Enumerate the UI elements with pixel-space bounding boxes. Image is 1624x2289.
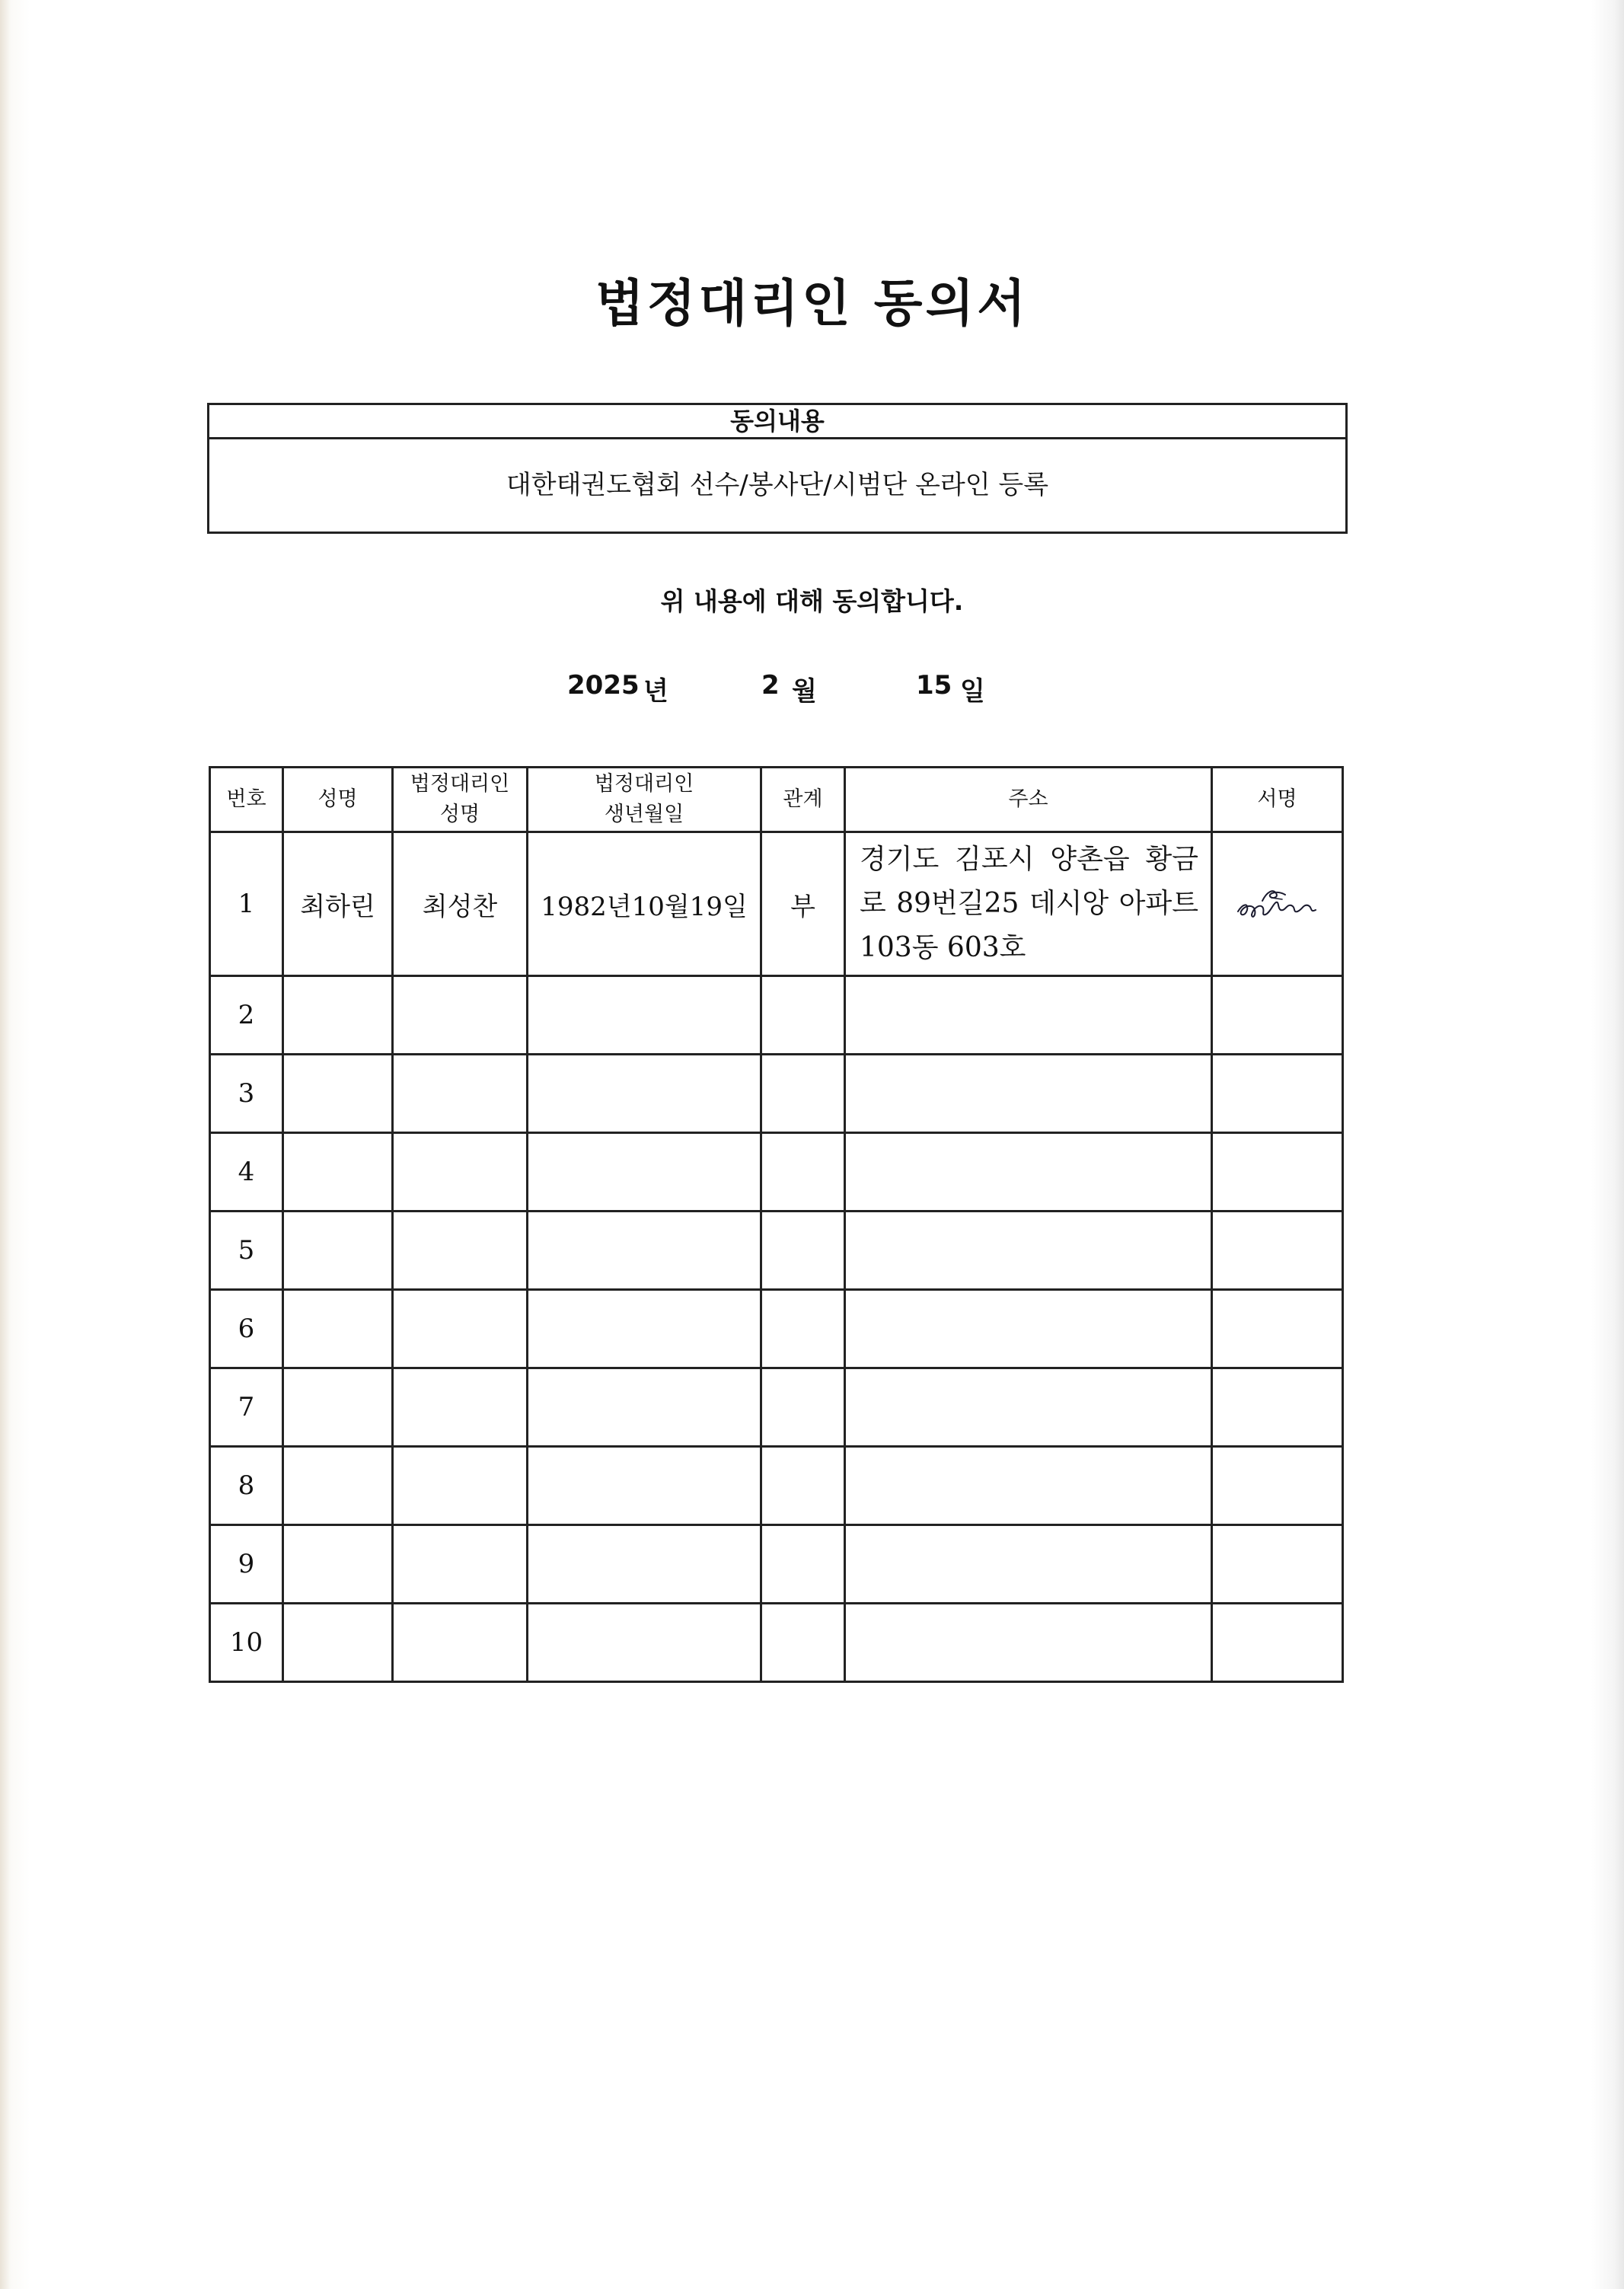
cell-guardian-birth — [528, 1055, 761, 1133]
header-guardian-name-line1: 법정대리인 — [410, 772, 510, 796]
table-row — [210, 1604, 1343, 1682]
cell-signature — [1212, 1525, 1343, 1604]
cell-guardian-name — [393, 1604, 528, 1682]
cell-no: 7 — [210, 1368, 283, 1447]
cell-address — [845, 1525, 1212, 1604]
header-guardian-name-line2: 성명 — [439, 803, 480, 826]
cell-address — [845, 1604, 1212, 1682]
date-month: 2 — [761, 670, 780, 701]
table-row — [210, 1368, 1343, 1447]
registration-table — [209, 766, 1344, 1683]
header-no: 번호 — [210, 768, 283, 832]
cell-guardian-name — [393, 1290, 528, 1368]
cell-relation — [761, 1133, 845, 1212]
cell-name — [283, 1055, 393, 1133]
cell-guardian-name — [393, 1368, 528, 1447]
consent-body: 대한태권도협회 선수/봉사단/시범단 온라인 등록 — [506, 470, 1049, 500]
cell-name — [283, 1368, 393, 1447]
handwritten-signature — [1232, 881, 1323, 927]
cell-guardian-birth — [528, 1290, 761, 1368]
table-row — [210, 1212, 1343, 1290]
cell-name: 최하린 — [283, 832, 393, 976]
cell-name — [283, 1525, 393, 1604]
cell-no: 5 — [210, 1212, 283, 1290]
cell-guardian-name: 최성찬 — [393, 832, 528, 976]
cell-relation — [761, 1290, 845, 1368]
cell-relation — [761, 976, 845, 1055]
cell-address — [845, 976, 1212, 1055]
header-relation: 관계 — [761, 768, 845, 832]
table-row — [210, 832, 1343, 976]
cell-address — [845, 1212, 1212, 1290]
table-row — [210, 1055, 1343, 1133]
cell-relation — [761, 1368, 845, 1447]
table-header-row — [210, 768, 1343, 832]
cell-address — [845, 1447, 1212, 1525]
cell-signature — [1212, 832, 1343, 976]
table-row — [210, 1290, 1343, 1368]
cell-no: 2 — [210, 976, 283, 1055]
cell-relation: 부 — [761, 832, 845, 976]
cell-relation — [761, 1055, 845, 1133]
cell-no: 3 — [210, 1055, 283, 1133]
cell-name — [283, 1133, 393, 1212]
cell-address — [845, 1368, 1212, 1447]
table-row — [210, 976, 1343, 1055]
cell-guardian-birth — [528, 1447, 761, 1525]
cell-relation — [761, 1447, 845, 1525]
header-signature: 서명 — [1212, 768, 1343, 832]
cell-no: 9 — [210, 1525, 283, 1604]
header-guardian-birth-line2: 생년월일 — [604, 803, 684, 826]
cell-guardian-name — [393, 1133, 528, 1212]
cell-name — [283, 976, 393, 1055]
cell-guardian-birth — [528, 976, 761, 1055]
cell-no: 6 — [210, 1290, 283, 1368]
cell-signature — [1212, 976, 1343, 1055]
cell-signature — [1212, 1604, 1343, 1682]
cell-signature — [1212, 1368, 1343, 1447]
cell-signature — [1212, 1290, 1343, 1368]
cell-guardian-name — [393, 1212, 528, 1290]
date-month-unit: 월 — [792, 676, 817, 707]
document-title: 법정대리인 동의서 — [595, 274, 1029, 333]
cell-address — [845, 1055, 1212, 1133]
cell-no: 8 — [210, 1447, 283, 1525]
header-guardian-name — [393, 768, 528, 832]
cell-guardian-birth — [528, 1212, 761, 1290]
cell-name — [283, 1604, 393, 1682]
cell-name — [283, 1290, 393, 1368]
cell-guardian-name — [393, 976, 528, 1055]
cell-signature — [1212, 1447, 1343, 1525]
cell-guardian-birth — [528, 1604, 761, 1682]
cell-guardian-birth — [528, 1368, 761, 1447]
cell-signature — [1212, 1212, 1343, 1290]
cell-guardian-birth — [528, 1133, 761, 1212]
date-year-unit: 년 — [643, 676, 668, 707]
cell-relation — [761, 1525, 845, 1604]
cell-address — [845, 1133, 1212, 1212]
agreement-text: 위 내용에 대해 동의합니다. — [660, 586, 964, 616]
cell-relation — [761, 1212, 845, 1290]
header-guardian-birth-line1: 법정대리인 — [594, 772, 694, 796]
header-guardian-birth — [528, 768, 761, 832]
table-row — [210, 1133, 1343, 1212]
date-year: 2025 — [567, 670, 640, 701]
cell-no: 4 — [210, 1133, 283, 1212]
cell-guardian-birth: 1982년10월19일 — [528, 832, 761, 976]
cell-no: 10 — [210, 1604, 283, 1682]
cell-address — [845, 1290, 1212, 1368]
cell-signature — [1212, 1133, 1343, 1212]
cell-relation — [761, 1604, 845, 1682]
header-name: 성명 — [283, 768, 393, 832]
date-day: 15 — [916, 670, 952, 701]
cell-name — [283, 1447, 393, 1525]
header-address: 주소 — [845, 768, 1212, 832]
table-row — [210, 1525, 1343, 1604]
table-row — [210, 1447, 1343, 1525]
cell-guardian-name — [393, 1055, 528, 1133]
date-day-unit: 일 — [960, 676, 985, 707]
cell-name — [283, 1212, 393, 1290]
consent-box — [207, 403, 1348, 534]
cell-guardian-name — [393, 1447, 528, 1525]
cell-guardian-name — [393, 1525, 528, 1604]
consent-header: 동의내용 — [209, 405, 1345, 439]
cell-signature — [1212, 1055, 1343, 1133]
cell-address: 경기도 김포시 양촌읍 황금로 89번길25 데시앙 아파트 103동 603호 — [845, 832, 1212, 976]
cell-guardian-birth — [528, 1525, 761, 1604]
cell-no: 1 — [210, 832, 283, 976]
